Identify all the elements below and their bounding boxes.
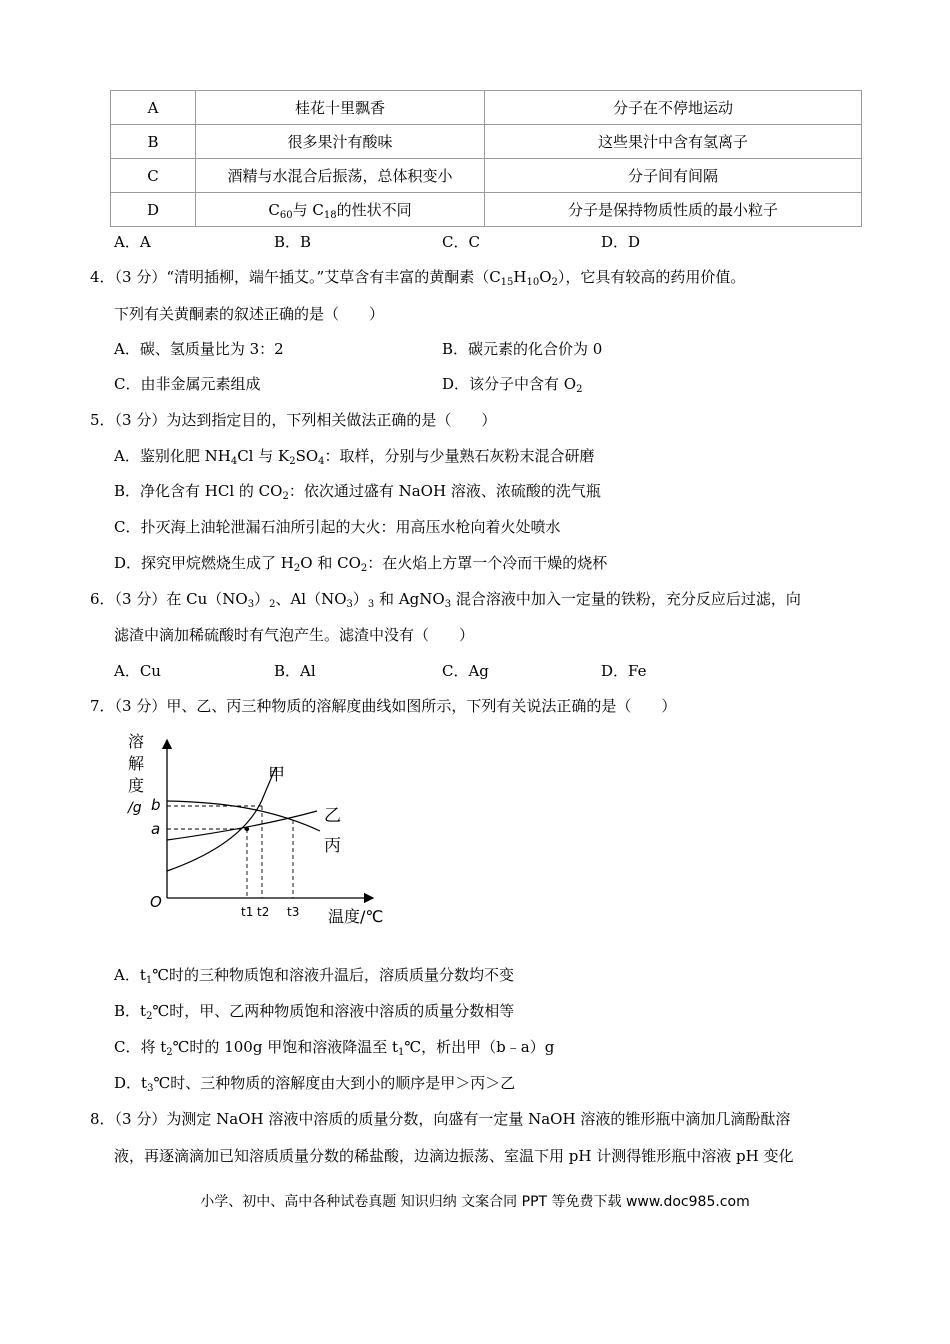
option-text: D．t [114, 1074, 148, 1092]
table-cell-phenomenon [196, 193, 485, 227]
table-cell-explanation: 分子在不停地运动 [485, 91, 862, 125]
q3-table [110, 90, 862, 227]
subscript: 2 [146, 1011, 153, 1022]
b-label: b [151, 796, 161, 814]
table-cell-phenomenon: 桂花十里飘香 [196, 91, 485, 125]
y-axis-label-char: 解 [128, 754, 145, 773]
table-cell-explanation: 分子间有间隔 [485, 159, 862, 193]
t2-label: t2 [257, 905, 270, 919]
stem-text: O [539, 268, 552, 286]
subscript: 15 [500, 277, 514, 288]
q7-option-b [114, 1000, 514, 1022]
curve-label-jia: 甲 [268, 765, 285, 785]
table-cell-letter: B [111, 125, 196, 159]
option-text: C．将 t [114, 1038, 167, 1056]
intersection-point [245, 827, 249, 831]
q4-stem-line2: 下列有关黄酮素的叙述正确的是（ ） [114, 305, 385, 323]
option-text: ℃时的 100g 甲饱和溶液降温至 t [172, 1038, 399, 1056]
subscript: 4 [318, 456, 325, 467]
q5-stem: 5．（3 分）为达到指定目的，下列相关做法正确的是（ ） [90, 411, 497, 429]
origin-label: O [150, 893, 162, 911]
q5-option-b [114, 480, 601, 502]
stem-text: ），它具有较高的药用价值。 [557, 268, 746, 286]
table-cell-letter: C [111, 159, 196, 193]
subscript: 1 [398, 1047, 405, 1058]
subscript: 1 [145, 975, 153, 986]
formula-text: 与 C [292, 201, 324, 219]
q3-option-a: A．A [114, 233, 151, 251]
table-cell-letter: A [111, 91, 196, 125]
option-text: O 和 CO [300, 554, 361, 572]
subscript: 2 [360, 563, 368, 574]
q3-option-b: B．B [274, 233, 312, 251]
subscript: 2 [551, 277, 558, 288]
q8-stem-line2: 液，再逐滴滴加已知溶质质量分数的稀盐酸，边滴边振荡、室温下用 pH 计测得锥形瓶中溶液 pH 变化 [114, 1147, 794, 1165]
option-text: ℃时的三种物质饱和溶液升温后，溶质质量分数均不变 [152, 966, 515, 984]
q5-option-c: C．扑灭海上油轮泄漏石油所引起的大火：用高压水枪向着火处喷水 [114, 518, 561, 536]
subscript: 3 [367, 599, 375, 610]
table-cell-letter: D [111, 193, 196, 227]
a-label: a [151, 820, 161, 838]
subscript: 3 [346, 599, 353, 610]
table-row [111, 159, 862, 193]
y-axis-label-char: 度 [128, 776, 145, 795]
stem-text: 、Al（NO [275, 590, 347, 608]
table-cell-explanation: 分子是保持物质性质的最小粒子 [485, 193, 862, 227]
option-text: B．t [114, 1002, 147, 1020]
option-text: ：在火焰上方罩一个冷而干燥的烧杯 [367, 554, 608, 572]
q7-option-a [114, 964, 514, 986]
q6-stem-line1 [90, 588, 801, 610]
q6-stem-line2: 滤渣中滴加稀硫酸时有气泡产生。滤渣中没有（ ） [114, 626, 475, 644]
stem-text: 6．（3 分）在 Cu（NO [90, 590, 248, 608]
subscript: 2 [289, 456, 296, 467]
curve-label-yi: 乙 [324, 806, 341, 826]
subscript: 3 [247, 599, 255, 610]
subscript: 2 [293, 563, 301, 574]
option-text: A．t [114, 966, 146, 984]
subscript: 3 [444, 599, 452, 610]
option-text: B．净化含有 HCl 的 CO [114, 482, 283, 500]
option-text: D．探究甲烷燃烧生成了 H [114, 554, 294, 572]
q6-option-d: D．Fe [601, 662, 647, 680]
stem-text: ） [352, 590, 368, 608]
table-row [111, 193, 862, 227]
q7-option-c [114, 1036, 554, 1058]
subscript: 3 [147, 1083, 154, 1094]
stem-text: 混合溶液中加入一定量的铁粉，充分反应后过滤，向 [451, 590, 801, 608]
option-text: D．该分子中含有 O [442, 375, 577, 393]
table-cell-phenomenon: 酒精与水混合后振荡，总体积变小 [196, 159, 485, 193]
formula-text: C [268, 201, 280, 219]
table-row [111, 125, 862, 159]
subscript: 2 [282, 491, 289, 502]
q6-option-b: B．Al [274, 662, 316, 680]
q7-stem: 7．（3 分）甲、乙、丙三种物质的溶解度曲线如图所示，下列有关说法正确的是（ ） [90, 697, 677, 715]
q5-option-d [114, 552, 607, 574]
subscript: 2 [576, 384, 583, 395]
curve-jia [167, 767, 276, 871]
stem-text: H [513, 268, 527, 286]
q3-option-d: D．D [601, 233, 641, 251]
q4-option-a: A．碳、氢质量比为 3：2 [114, 340, 284, 358]
q7-option-d [114, 1072, 515, 1094]
option-text: ：取样，分别与少量熟石灰粉末混合研磨 [324, 447, 595, 465]
t3-label: t3 [287, 905, 300, 919]
option-text: ：依次通过盛有 NaOH 溶液、浓硫酸的洗气瓶 [288, 482, 601, 500]
curve-label-bing: 丙 [324, 836, 341, 856]
q4-option-d [442, 373, 582, 395]
stem-text: 4．（3 分）“清明插柳，端午插艾。”艾草含有丰富的黄酮素（C [90, 268, 501, 286]
y-axis-label-char: 溶 [128, 732, 145, 751]
option-text: Cl 与 K [237, 447, 290, 465]
q8-stem-line1: 8．（3 分）为测定 NaOH 溶液中溶质的质量分数，向盛有一定量 NaOH 溶液的锥形瓶中滴加几滴酚酞溶 [90, 1110, 791, 1128]
t1-label: t1 [241, 905, 254, 919]
subscript: 60 [279, 210, 293, 221]
option-text: SO [295, 447, 319, 465]
curve-yi [167, 811, 317, 840]
q5-option-a [114, 445, 595, 467]
formula-text: 的性状不同 [336, 201, 412, 219]
q4-option-c: C．由非金属元素组成 [114, 375, 261, 393]
option-text: ℃，析出甲（b﹣a）g [404, 1038, 555, 1056]
q4-option-b: B．碳元素的化合价为 0 [442, 340, 603, 358]
subscript: 2 [269, 599, 276, 610]
option-text: ℃时、三种物质的溶解度由大到小的顺序是甲＞丙＞乙 [153, 1074, 516, 1092]
solubility-graph [120, 728, 400, 933]
table-cell-explanation: 这些果汁中含有氢离子 [485, 125, 862, 159]
subscript: 18 [323, 210, 337, 221]
x-axis-label: 温度/℃ [328, 907, 384, 926]
q6-option-a: A．Cu [114, 662, 161, 680]
q3-option-c: C．C [442, 233, 480, 251]
stem-text: 和 AgNO [374, 590, 445, 608]
q4-stem-line1 [90, 266, 745, 288]
table-row [111, 91, 862, 125]
table-cell-phenomenon: 很多果汁有酸味 [196, 125, 485, 159]
subscript: 2 [166, 1047, 173, 1058]
option-text: ℃时，甲、乙两种物质饱和溶液中溶质的质量分数相等 [152, 1002, 515, 1020]
y-axis-label-char: /g [128, 800, 142, 816]
q6-option-c: C．Ag [442, 662, 489, 680]
stem-text: ） [254, 590, 270, 608]
subscript: 10 [526, 277, 540, 288]
subscript: 4 [230, 456, 238, 467]
page-footer: 小学、初中、高中各种试卷真题 知识归纳 文案合同 PPT 等免费下载 www.doc985.com [200, 1194, 750, 1210]
option-text: A．鉴别化肥 NH [114, 447, 231, 465]
